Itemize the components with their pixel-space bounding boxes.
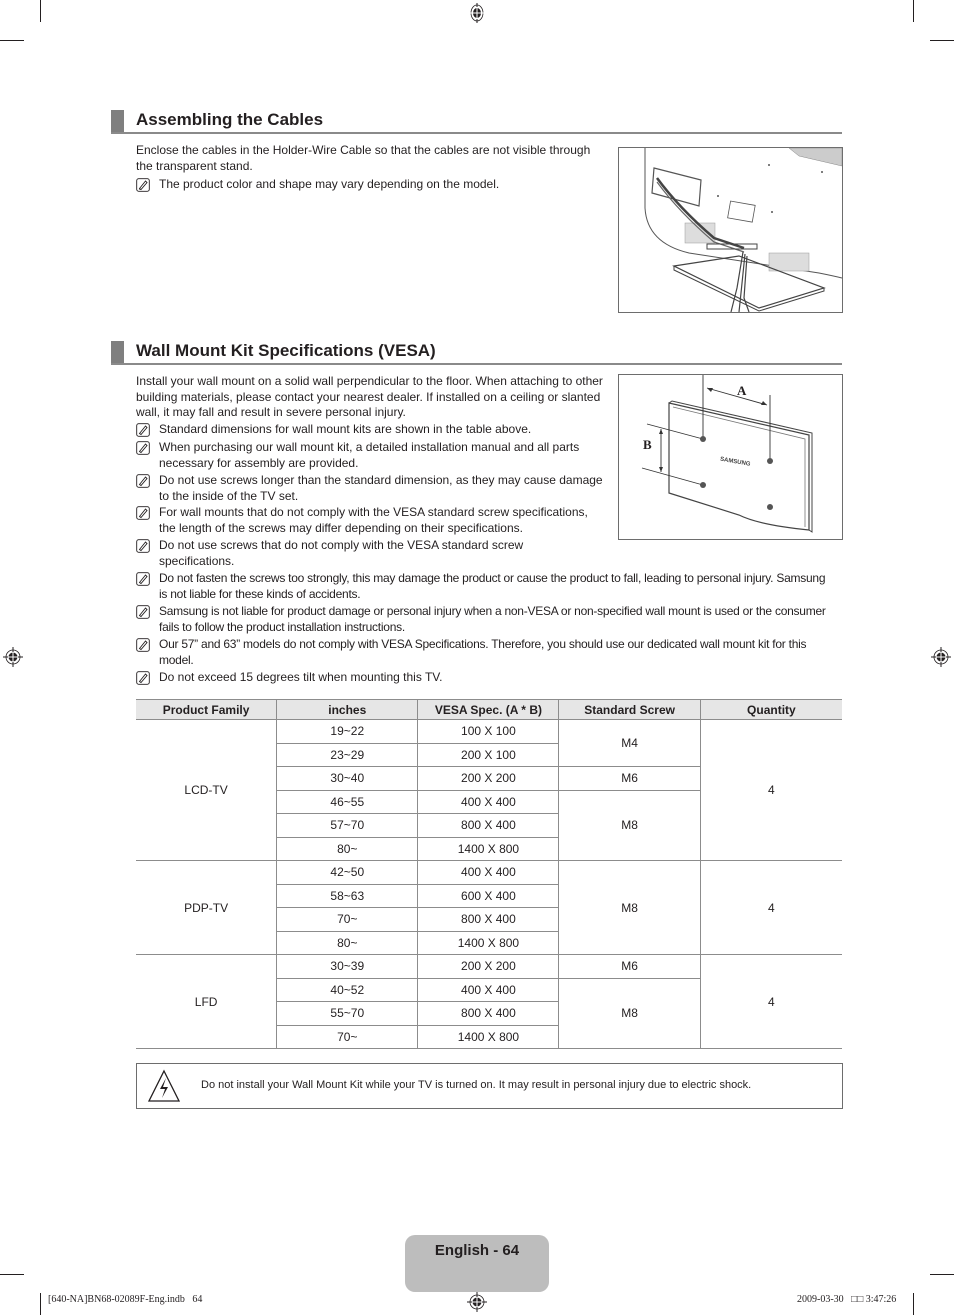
standard-screw-cell: M4 (559, 720, 700, 767)
table-row (136, 720, 842, 744)
product-family-cell: LCD-TV (136, 720, 277, 861)
inches-cell: 70~ (277, 1025, 418, 1049)
vesa-spec-cell: 600 X 400 (418, 884, 559, 908)
table-row (136, 955, 842, 979)
print-slug-timestamp: 2009-03-30 □□ 3:47:26 (797, 1294, 897, 1305)
inches-cell: 23~29 (277, 743, 418, 767)
vesa-spec-cell: 800 X 400 (418, 1002, 559, 1026)
section-title: Assembling the Cables (136, 110, 324, 129)
crop-mark (0, 40, 24, 41)
inches-cell: 19~22 (277, 720, 418, 744)
column-header: VESA Spec. (A * B) (418, 700, 559, 720)
inches-cell: 80~ (277, 931, 418, 955)
vesa-spec-cell: 400 X 400 (418, 978, 559, 1002)
note-item (136, 422, 604, 438)
vesa-dimension-illustration (618, 374, 843, 540)
print-slug-file: [640-NA]BN68-02089F-Eng.indb 64 (48, 1294, 203, 1305)
note-icon (136, 423, 150, 437)
heading-bar (111, 341, 124, 363)
inches-cell: 58~63 (277, 884, 418, 908)
note-icon (136, 605, 150, 619)
crop-mark (40, 0, 41, 22)
inches-cell: 55~70 (277, 1002, 418, 1026)
tv-vesa-dimension-illustration (619, 375, 842, 539)
crop-mark (930, 1274, 954, 1275)
warning-box (136, 1063, 843, 1109)
note-text: The product color and shape may vary depending on the model. (159, 177, 500, 191)
vesa-spec-cell: 1400 X 800 (418, 931, 559, 955)
vesa-spec-cell: 200 X 100 (418, 743, 559, 767)
section-heading-vesa (111, 341, 842, 365)
column-header: Quantity (700, 700, 842, 720)
quantity-cell: 4 (700, 720, 842, 861)
product-family-cell: PDP-TV (136, 861, 277, 955)
cables-body-text: Enclose the cables in the Holder-Wire Cable so that the cables are not visible through the transparent stand. (136, 143, 591, 173)
registration-mark-icon (3, 647, 23, 667)
table-body (136, 720, 842, 1049)
inches-cell: 70~ (277, 908, 418, 932)
standard-screw-cell: M6 (559, 955, 700, 979)
note-text: Standard dimensions for wall mount kits are shown in the table above. (159, 422, 532, 436)
inches-cell: 46~55 (277, 790, 418, 814)
note-icon (136, 572, 150, 586)
standard-screw-cell: M8 (559, 861, 700, 955)
standard-screw-cell: M6 (559, 767, 700, 791)
registration-mark-icon (931, 647, 951, 667)
note-item (136, 177, 606, 193)
note-item (136, 604, 836, 635)
inches-cell: 80~ (277, 837, 418, 861)
table-header-row (136, 700, 842, 720)
crop-mark (930, 40, 954, 41)
inches-cell: 30~40 (277, 767, 418, 791)
inches-cell: 57~70 (277, 814, 418, 838)
vesa-spec-cell: 400 X 400 (418, 790, 559, 814)
note-icon (136, 441, 150, 455)
page-number-box (405, 1235, 549, 1292)
vesa-spec-cell: 1400 X 800 (418, 1025, 559, 1049)
column-header: inches (277, 700, 418, 720)
note-item (136, 571, 836, 602)
electric-shock-warning-icon (147, 1069, 181, 1103)
dimension-label-b: B (643, 437, 652, 452)
standard-screw-cell: M8 (559, 978, 700, 1049)
vesa-spec-cell: 800 X 400 (418, 908, 559, 932)
note-icon (136, 638, 150, 652)
table-row (136, 861, 842, 885)
note-icon (136, 539, 150, 553)
cable-holder-illustration (618, 147, 843, 313)
inches-cell: 30~39 (277, 955, 418, 979)
section-title: Wall Mount Kit Specifications (VESA) (136, 341, 436, 360)
vesa-spec-cell: 200 X 200 (418, 767, 559, 791)
note-item (136, 637, 836, 668)
note-item (136, 440, 604, 471)
note-text: When purchasing our wall mount kit, a detailed installation manual and all parts necessary for assembly are provided. (159, 440, 580, 470)
note-icon (136, 671, 150, 685)
vesa-spec-table (136, 699, 842, 1049)
note-text: Do not use screws longer than the standard dimension, as they may cause damage to the inside of the TV set. (159, 473, 603, 503)
crop-mark (40, 1293, 41, 1315)
crop-mark (913, 1293, 914, 1315)
note-text: Our 57” and 63” models do not comply with VESA Specifications. Therefore, you should use our dedicated wall mount kit for this model. (159, 637, 807, 667)
inches-cell: 40~52 (277, 978, 418, 1002)
note-item (136, 505, 604, 536)
note-icon (136, 506, 150, 520)
column-header: Standard Screw (559, 700, 700, 720)
brand-logo: SAMSUNG (719, 456, 751, 468)
vesa-body-text: Install your wall mount on a solid wall perpendicular to the floor. When attaching to other building materials, please contact your nearest dealer. If installed on a ceiling or slanted wall, it may fall and result in severe personal injury. (136, 374, 603, 419)
vesa-spec-cell: 1400 X 800 (418, 837, 559, 861)
crop-mark (913, 0, 914, 22)
quantity-cell: 4 (700, 861, 842, 955)
note-item (136, 473, 604, 504)
tv-rear-cable-holder-illustration (619, 148, 842, 312)
registration-mark-icon (467, 1292, 487, 1312)
quantity-cell: 4 (700, 955, 842, 1049)
note-text: Do not exceed 15 degrees tilt when mounting this TV. (159, 670, 443, 684)
note-text: For wall mounts that do not comply with the VESA standard screw specifications, the length of the screws may differ depending on their specifications. (159, 505, 588, 535)
crop-mark (0, 1274, 24, 1275)
note-text: Do not use screws that do not comply with the VESA standard screw specifications. (159, 538, 524, 568)
inches-cell: 42~50 (277, 861, 418, 885)
dimension-label-a: A (737, 383, 747, 398)
note-item (136, 538, 556, 569)
column-header: Product Family (136, 700, 277, 720)
vesa-spec-cell: 800 X 400 (418, 814, 559, 838)
heading-bar (111, 110, 124, 132)
note-item (136, 670, 836, 686)
note-text: Do not fasten the screws too strongly, this may damage the product or cause the product to fall, leading to personal injury. Samsung is not liable for these kinds of accidents. (159, 571, 826, 601)
page-number: English - 64 (434, 1242, 520, 1259)
vesa-spec-cell: 100 X 100 (418, 720, 559, 744)
section-heading-cables (111, 110, 842, 134)
note-icon (136, 178, 150, 192)
vesa-spec-cell: 200 X 200 (418, 955, 559, 979)
warning-text: Do not install your Wall Mount Kit while your TV is turned on. It may result in personal injury due to electric shock. (201, 1079, 752, 1091)
note-icon (136, 474, 150, 488)
registration-mark-icon (467, 3, 487, 23)
note-text: Samsung is not liable for product damage or personal injury when a non-VESA or non-specified wall mount is used or the consumer fails to follow the product installation instructions. (159, 604, 826, 634)
vesa-spec-cell: 400 X 400 (418, 861, 559, 885)
product-family-cell: LFD (136, 955, 277, 1049)
standard-screw-cell: M8 (559, 790, 700, 861)
